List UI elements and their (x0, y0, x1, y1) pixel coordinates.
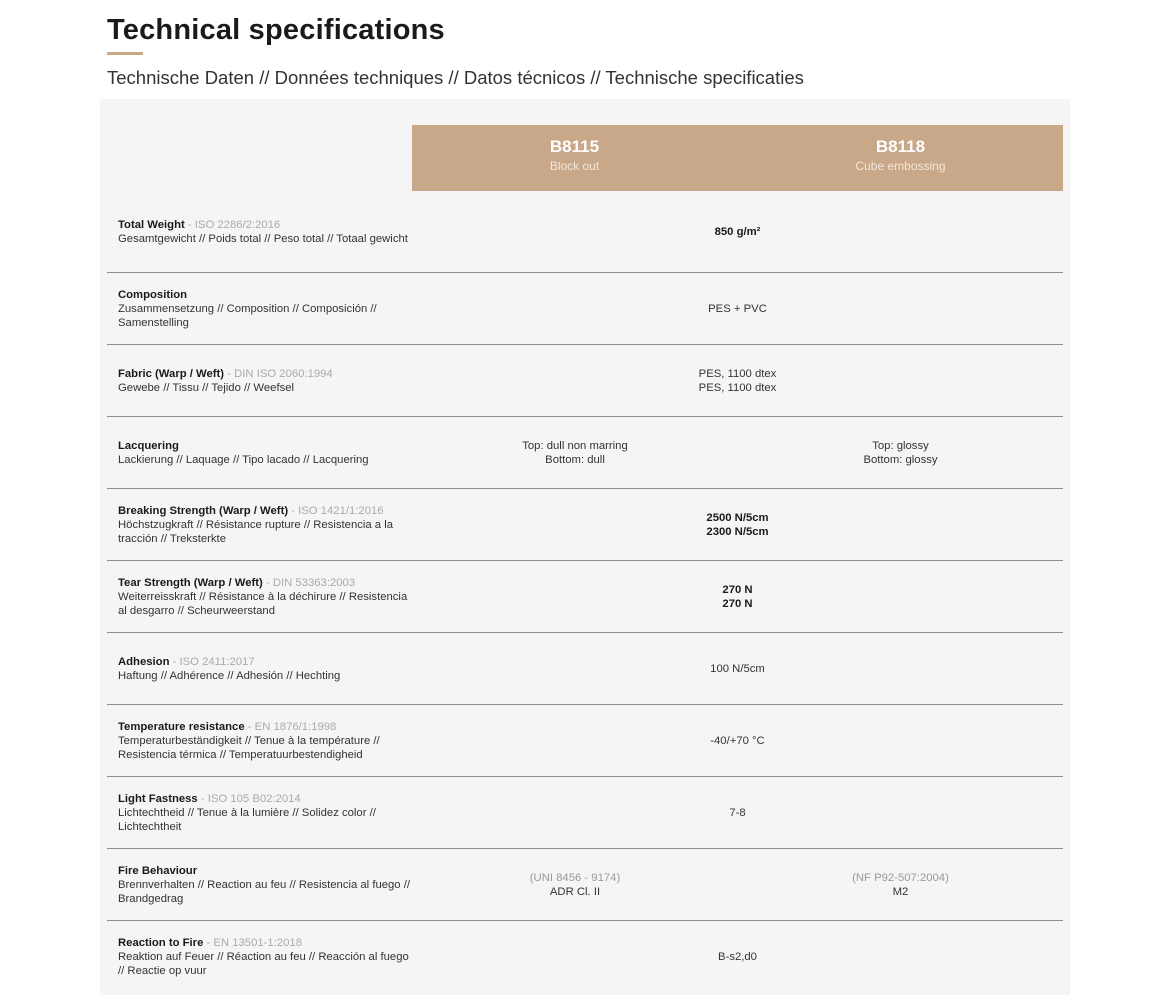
value-line: 100 N/5cm (710, 662, 765, 675)
product-code: B8118 (875, 137, 926, 156)
spec-label (118, 489, 418, 560)
spec-name: Fabric (Warp / Weft) (118, 367, 225, 380)
value-line: PES + PVC (708, 302, 767, 315)
value-line: 2300 N/5cm (706, 525, 769, 538)
product-code: B8115 (549, 137, 600, 156)
spec-translation: Zusammensetzung // Composition // Composición // Samenstelling (118, 302, 377, 329)
spec-row-lacquering (107, 417, 1063, 489)
spec-standard: - DIN ISO 2060:1994 (224, 367, 333, 380)
spec-name: Breaking Strength (Warp / Weft) (118, 504, 289, 517)
product-header-b8118 (738, 125, 1063, 191)
spec-standard: - EN 13501-1:2018 (203, 937, 302, 949)
spec-name: Tear Strength (Warp / Weft) (118, 576, 263, 589)
spec-row-light-fastness (107, 777, 1063, 849)
spec-translation: Gewebe // Tissu // Tejido // Weefsel (118, 381, 295, 394)
spec-translation: Lichtechtheid // Tenue à la lumière // Solidez color // Lichtechtheit (118, 806, 376, 833)
spec-standard: - ISO 105 B02:2014 (197, 792, 301, 805)
page-title: Technical specifications (107, 14, 445, 46)
spec-value (412, 921, 1063, 993)
product-name: Cube embossing (855, 159, 946, 173)
spec-row-breaking-strength (107, 489, 1063, 561)
spec-value (412, 705, 1063, 776)
spec-translation: Temperaturbeständigkeit // Tenue à la température // Resistencia térmica // Temperatuurbestendigheid (118, 734, 380, 761)
value-line: Bottom: glossy (863, 453, 938, 466)
value-line: ADR Cl. II (549, 885, 601, 898)
spec-row-composition (107, 273, 1063, 345)
spec-label (118, 191, 418, 272)
spec-translation: Brennverhalten // Reaction au feu // Resistencia al fuego // Brandgedrag (118, 878, 411, 905)
spec-value (412, 191, 1063, 272)
value-line: PES, 1100 dtex (698, 381, 777, 394)
spec-label (118, 417, 418, 488)
product-header (412, 125, 1063, 191)
value-line: 2500 N/5cm (706, 511, 769, 524)
spec-name: Lacquering (118, 439, 179, 452)
spec-row-adhesion (107, 633, 1063, 705)
spec-label (118, 705, 418, 776)
value-line: PES, 1100 dtex (698, 367, 777, 380)
value-line: -40/+70 °C (710, 734, 765, 747)
spec-name: Composition (118, 288, 188, 301)
value-line: 850 g/m² (714, 225, 761, 238)
spec-name: Total Weight (118, 218, 185, 231)
spec-value-b8115 (412, 849, 738, 920)
value-line: M2 (892, 885, 909, 898)
spec-translation: Weiterreisskraft // Résistance à la déchirure // Resistencia al desgarro // Scheurweerstand (118, 590, 408, 617)
spec-value-b8118 (738, 417, 1063, 488)
spec-name: Light Fastness (118, 792, 198, 805)
spec-row-temperature-resistance (107, 705, 1063, 777)
spec-value (412, 561, 1063, 632)
title-underline (107, 52, 143, 55)
value-line: Top: glossy (872, 439, 929, 452)
value-line: (UNI 8456 - 9174) (529, 871, 621, 884)
product-header-b8115 (412, 125, 737, 191)
spec-label (118, 921, 418, 993)
value-line: 270 N (722, 583, 753, 596)
value-line: Top: dull non marring (522, 439, 628, 452)
spec-standard: - ISO 1421/1:2016 (288, 504, 384, 517)
spec-translation: Höchstzugkraft // Résistance rupture // Resistencia a la tracción // Treksterkte (118, 518, 394, 545)
spec-value (412, 489, 1063, 560)
value-line: (NF P92-507:2004) (852, 871, 949, 884)
spec-label (118, 273, 418, 344)
spec-name: Reaction to Fire (118, 937, 204, 949)
spec-label (118, 849, 418, 920)
spec-value (412, 273, 1063, 344)
spec-standard: - EN 1876/1:1998 (244, 720, 337, 733)
spec-value (412, 633, 1063, 704)
value-line: Bottom: dull (545, 453, 605, 466)
spec-translation: Reaktion auf Feuer // Réaction au feu // Reacción al fuego // Reactie op vuur (118, 951, 409, 977)
spec-row-reaction-to-fire (107, 921, 1063, 993)
spec-translation: Lackierung // Laquage // Tipo lacado // Lacquering (118, 453, 369, 466)
spec-name: Fire Behaviour (118, 864, 198, 877)
spec-value (412, 777, 1063, 848)
spec-row-tear-strength (107, 561, 1063, 633)
spec-value-b8118 (738, 849, 1063, 920)
spec-translation: Gesamtgewicht // Poids total // Peso total // Totaal gewicht (118, 232, 408, 245)
value-line: 7-8 (729, 806, 746, 819)
product-name: Block out (549, 159, 600, 173)
spec-label (118, 345, 418, 416)
value-line: B-s2,d0 (718, 951, 757, 963)
spec-row-total-weight (107, 191, 1063, 273)
value-line: 270 N (722, 597, 753, 610)
spec-row-fire-behaviour (107, 849, 1063, 921)
spec-standard: - DIN 53363:2003 (262, 576, 356, 589)
spec-label (118, 561, 418, 632)
spec-row-fabric (107, 345, 1063, 417)
spec-value (412, 345, 1063, 416)
page-subtitle: Technische Daten // Données techniques // Datos técnicos // Technische specificaties (107, 67, 804, 88)
spec-name: Temperature resistance (118, 720, 245, 733)
spec-name: Adhesion (118, 655, 170, 668)
spec-label (118, 777, 418, 848)
spec-label (118, 633, 418, 704)
spec-standard: - ISO 2286/2:2016 (184, 218, 281, 231)
spec-value-b8115 (412, 417, 738, 488)
spec-standard: - ISO 2411:2017 (169, 655, 255, 668)
spec-translation: Haftung // Adhérence // Adhesión // Hechting (118, 669, 341, 682)
